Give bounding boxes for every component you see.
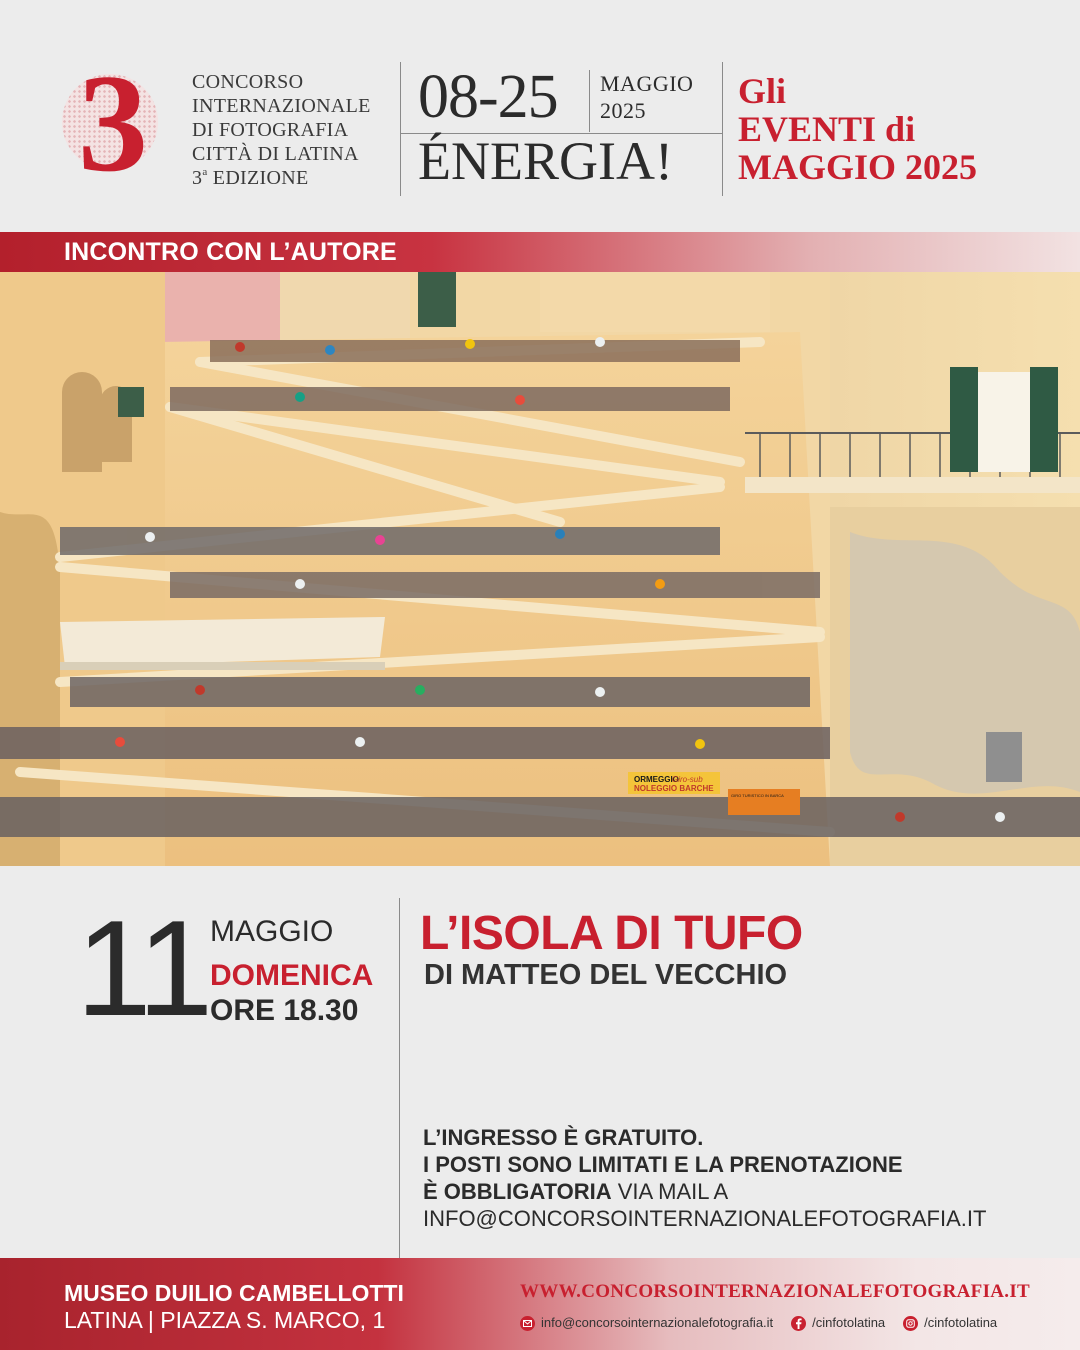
event-author: DI MATTEO DEL VECCHIO <box>424 959 788 991</box>
photo-illustration <box>0 272 1080 866</box>
venue-name: MUSEO DUILIO CAMBELLOTTI <box>64 1280 404 1306</box>
info-line: VIA MAIL A <box>611 1179 729 1204</box>
instagram-icon <box>903 1316 918 1331</box>
info-line: È OBBLIGATORIA <box>423 1179 612 1204</box>
venue-address: LATINA | PIAZZA S. MARCO, 1 <box>64 1307 386 1333</box>
edition-number-text: 3 <box>192 167 203 189</box>
facebook-link[interactable]: /cinfotolatina <box>812 1315 886 1330</box>
email-link[interactable]: info@concorsointernazionalefotografia.it <box>541 1315 774 1330</box>
edition-logo <box>62 46 182 201</box>
contest-line: CITTÀ DI LATINA <box>192 143 359 165</box>
divider <box>400 62 401 196</box>
booking-info <box>423 1124 986 1232</box>
edition-line <box>192 166 371 190</box>
section-bar <box>0 232 1080 272</box>
instagram-link[interactable]: /cinfotolatina <box>924 1315 998 1330</box>
divider <box>722 62 723 196</box>
tour-sign-text: GIRO TURISTICO IN BARCA <box>731 793 784 798</box>
event-photo <box>0 272 1080 866</box>
event-month: MAGGIO <box>210 915 334 948</box>
contest-line: CONCORSO <box>192 71 304 93</box>
contact-links <box>520 1313 1009 1333</box>
contest-line: DI FOTOGRAFIA <box>192 119 349 141</box>
boat-sign-text: Giro-sub <box>672 775 703 784</box>
header <box>0 0 1080 232</box>
event-title: L’ISOLA DI TUFO <box>420 907 803 960</box>
edition-suffix: EDIZIONE <box>207 167 309 189</box>
divider <box>589 70 590 132</box>
event-day: 11 <box>76 892 210 1044</box>
edition-superscript: a <box>202 166 208 178</box>
boat-sign-text: ORMEGGIO <box>634 775 679 784</box>
event-weekday: DOMENICA <box>210 959 374 992</box>
logo-number: 3 <box>78 46 148 201</box>
contest-name <box>192 70 371 190</box>
info-line: I POSTI SONO LIMITATI E LA PRENOTAZIONE <box>423 1152 903 1177</box>
events-title-line: Gli <box>738 71 787 111</box>
events-title <box>738 72 977 186</box>
info-line: L’INGRESSO È GRATUITO. <box>423 1125 704 1150</box>
section-label: INCONTRO CON L’AUTORE <box>64 238 397 266</box>
event-divider <box>399 898 400 1258</box>
facebook-icon <box>791 1316 806 1331</box>
events-title-line: EVENTI di <box>738 109 916 149</box>
festival-dates: 08-25 <box>418 63 558 131</box>
events-title-line: MAGGIO 2025 <box>738 147 977 187</box>
boat-sign-text: NOLEGGIO BARCHE <box>634 784 714 793</box>
mail-icon <box>520 1316 535 1331</box>
contest-line: INTERNAZIONALE <box>192 95 371 117</box>
website-link[interactable]: WWW.CONCORSOINTERNAZIONALEFOTOGRAFIA.IT <box>520 1281 1031 1302</box>
event-time: ORE 18.30 <box>210 994 359 1027</box>
festival-month-year <box>600 70 693 124</box>
info-email[interactable]: INFO@CONCORSOINTERNAZIONALEFOTOGRAFIA.IT <box>423 1206 987 1231</box>
festival-month: MAGGIO <box>600 71 694 96</box>
festival-theme: ÉNERGIA! <box>418 131 673 191</box>
festival-year: 2025 <box>600 98 646 123</box>
